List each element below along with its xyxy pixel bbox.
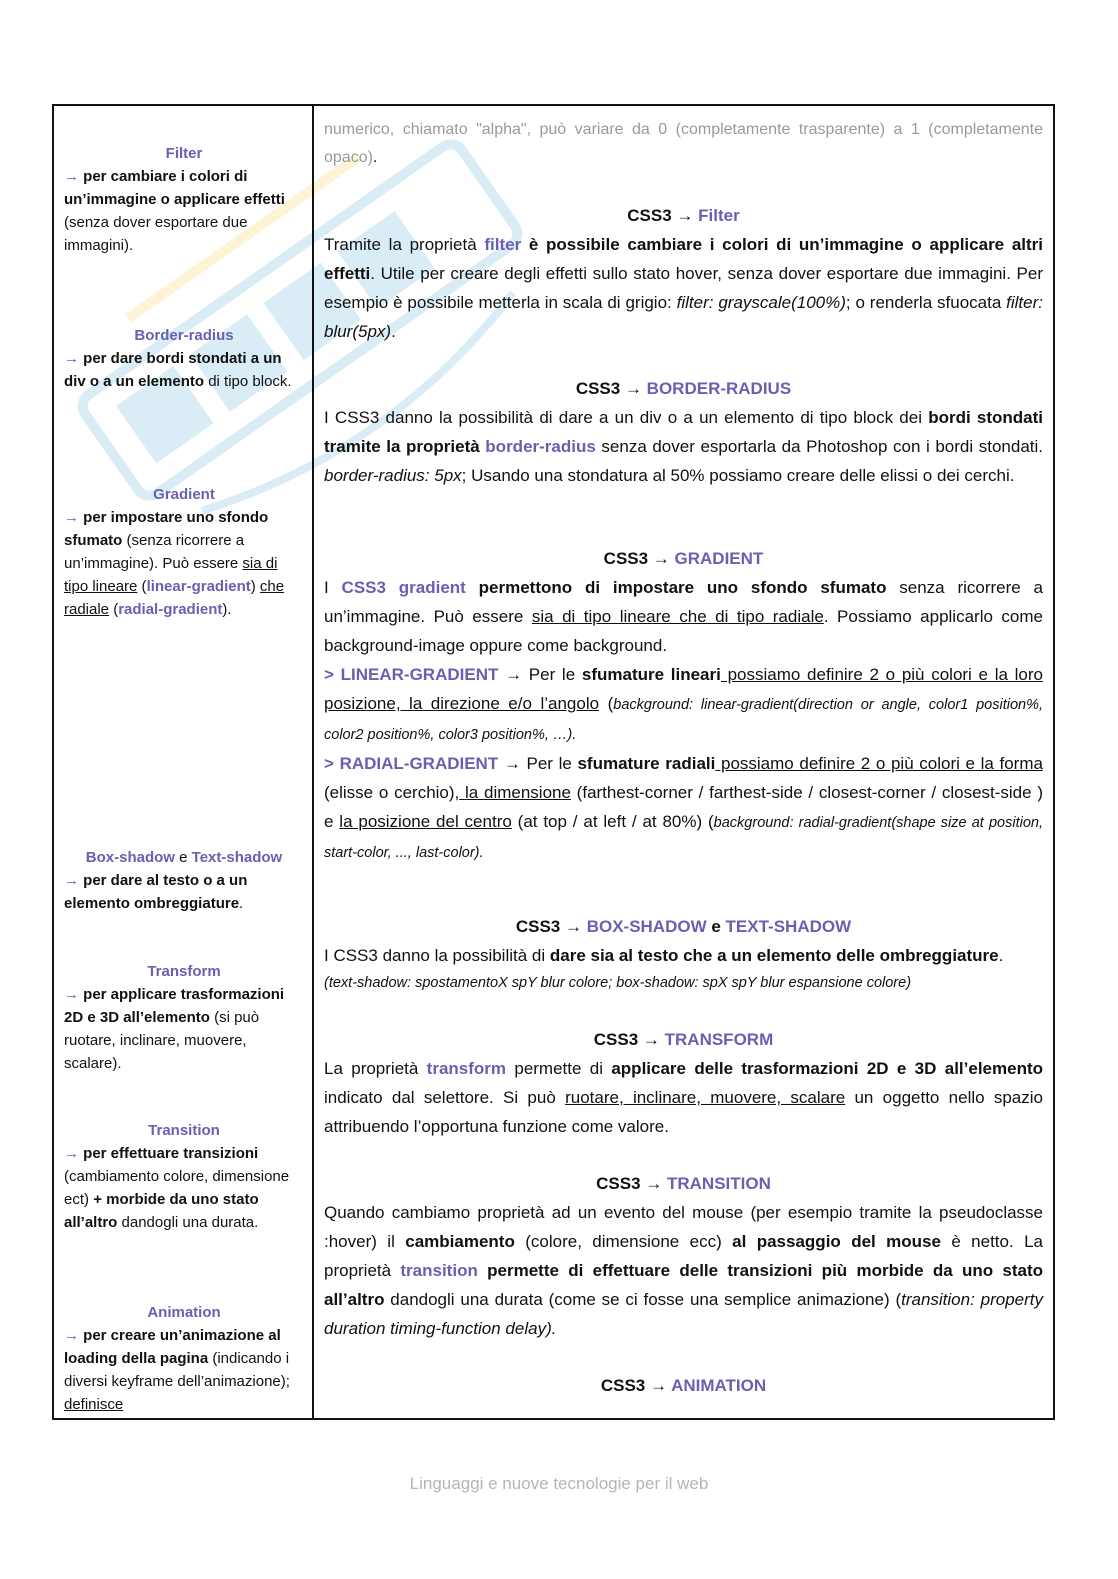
section-transition — [324, 1169, 1043, 1343]
text-run: linear-gradient — [146, 578, 251, 595]
note-gradient — [64, 483, 304, 621]
text-run: senza dover esportarla da Photoshop con i bordi stondati. — [595, 437, 1043, 456]
text-run: per effettuare transizioni — [83, 1145, 259, 1162]
text-run: I CSS3 danno la possibilità di dare a un div o a un elemento di tipo block dei — [324, 408, 929, 427]
text-run: per dare bordi stondati a un div o a un elemento — [64, 350, 282, 390]
note-title: Transition — [148, 1122, 220, 1139]
text-run: + morbide da uno stato all’altro — [64, 1191, 259, 1231]
text-run: numerico, chiamato "alpha", può variare da 0 (completamente trasparente) a 1 (completamente opaco) — [324, 121, 1043, 166]
note-shadow — [64, 846, 304, 915]
text-run: → — [64, 872, 79, 889]
section-heading — [324, 1169, 1043, 1198]
text-run: dandogli una durata. — [117, 1214, 259, 1231]
text-run: > LINEAR-GRADIENT — [324, 665, 499, 684]
text-run: ) — [250, 578, 260, 595]
notes-table — [52, 104, 1055, 1420]
text-run: permette di effettuare delle transizioni più morbide da uno stato all’altro — [324, 1261, 1043, 1309]
text-run: CSS3 → — [600, 1376, 672, 1395]
text-run: → — [64, 509, 79, 526]
text-run: (colore, dimensione ecc) — [514, 1232, 733, 1251]
text-run: senza ricorrere a un’immagine. Può essere — [324, 578, 1043, 626]
text-run: cambiamento — [405, 1232, 515, 1251]
text-run: filter: blur(5px) — [324, 293, 1043, 341]
text-run: → Per le — [498, 665, 582, 684]
text-run: definisce — [64, 1396, 124, 1413]
page-footer: Linguaggi e nuove tecnologie per il web — [409, 1474, 709, 1493]
section-heading — [324, 544, 1043, 573]
intro-paragraph — [324, 116, 1043, 172]
text-run: è netto. La proprietà — [324, 1232, 1044, 1280]
text-run: ( — [137, 578, 147, 595]
text-run: applicare delle trasformazioni 2D e 3D all’elemento — [611, 1059, 1043, 1078]
text-run: I — [324, 578, 342, 597]
text-run: bordi stondati tramite la proprietà — [324, 408, 1043, 456]
section-heading — [324, 374, 1043, 403]
text-run: CSS3 → — [593, 1030, 665, 1049]
text-run: → — [64, 1145, 79, 1162]
text-run: dandogli una durata (come se ci fosse una semplice animazione) ( — [384, 1290, 902, 1309]
text-run: la dimensione — [459, 783, 571, 802]
text-run: sfumature radiali — [577, 754, 716, 773]
section-shadow — [324, 912, 1043, 997]
text-run: → Per le — [498, 754, 578, 773]
text-run: La proprietà — [324, 1059, 427, 1078]
text-run: BOX-SHADOW — [586, 917, 707, 936]
text-run: possiamo definire 2 o più colori e la loro posizione, la direzione e/o l’angolo — [324, 665, 1043, 713]
note-transform — [64, 960, 304, 1075]
text-run: la posizione del centro — [339, 812, 512, 831]
text-run: per applicare trasformazioni 2D e 3D all’elemento — [64, 986, 285, 1026]
text-run: sia di tipo lineare — [64, 555, 278, 595]
section-heading — [324, 201, 1043, 230]
text-run: per creare un’animazione al loading della pagina — [64, 1327, 281, 1367]
text-run: un oggetto nello spazio attribuendo l’opportuna funzione come valore. — [324, 1088, 1043, 1136]
text-run: CSS3 → — [515, 917, 587, 936]
text-run: → — [64, 168, 79, 185]
text-run: ; Usando una stondatura al 50% possiamo creare delle elissi o dei cerchi. — [461, 466, 1015, 485]
text-run: dare sia al testo che a un elemento delle ombreggiature — [549, 946, 999, 965]
text-run: ANIMATION — [671, 1376, 767, 1395]
note-title: Gradient — [153, 486, 215, 503]
right-column — [314, 106, 1053, 1418]
text-run: CSS3 → — [627, 206, 699, 225]
text-run: . Possiamo applicarlo come background-image oppure come background. — [324, 607, 1043, 655]
text-run: . — [239, 895, 244, 912]
text-run: TRANSFORM — [664, 1030, 774, 1049]
text-run: filter — [484, 235, 522, 254]
section-heading — [324, 1025, 1043, 1054]
text-run: > RADIAL-GRADIENT — [324, 754, 499, 773]
text-run: per cambiare i colori di un’immagine o applicare effetti — [64, 168, 285, 208]
note-title — [64, 846, 304, 869]
text-run: che radiale — [64, 578, 285, 618]
text-run: sia di tipo lineare che di tipo radiale — [531, 607, 824, 626]
text-run: ; o renderla sfuocata — [845, 293, 1007, 312]
text-run: ). — [222, 601, 232, 618]
text-run: CSS3 → — [603, 549, 675, 568]
text-run: transform — [426, 1059, 507, 1078]
text-run: permettono di impostare uno sfondo sfumato — [465, 578, 887, 597]
text-run: Quando cambiamo proprietà ad un evento del mouse (per esempio tramite la pseudoclasse :hover) il — [324, 1203, 1043, 1251]
text-run: background: linear-gradient(direction or angle, color1 position%, color2 position%, color3 position%, …). — [324, 697, 1044, 743]
text-run: permette di — [506, 1059, 612, 1078]
text-run: per dare al testo o a un elemento ombreggiature — [64, 872, 248, 912]
text-run: (at top / at left / at 80%) ( — [511, 812, 714, 831]
text-run: di tipo block. — [204, 373, 292, 390]
text-run: border-radius — [485, 437, 596, 456]
text-run: . — [391, 322, 396, 341]
text-run: transition: property duration timing-function delay). — [324, 1290, 1043, 1338]
text-run: Tramite la proprietà — [324, 235, 485, 254]
text-run: TRANSITION — [666, 1174, 771, 1193]
text-run: al passaggio del mouse — [732, 1232, 941, 1251]
text-run: (si può ruotare, inclinare, muovere, scalare). — [64, 1009, 260, 1072]
section-gradient — [324, 544, 1043, 867]
text-run: Text-shadow — [191, 849, 283, 866]
text-run: e — [174, 849, 192, 866]
text-run: background: radial-gradient(shape size at position, start-color, ..., last-color). — [324, 815, 1043, 861]
note-title: Filter — [165, 145, 203, 162]
text-run: . — [998, 946, 1004, 965]
section-transform — [324, 1025, 1043, 1141]
section-heading — [324, 1371, 1043, 1400]
text-run: CSS3 → — [575, 379, 647, 398]
text-run: ruotare, inclinare, muovere, scalare — [565, 1088, 846, 1107]
section-border-radius — [324, 374, 1043, 490]
text-run: TEXT-SHADOW — [725, 917, 852, 936]
text-run: ( — [599, 694, 614, 713]
text-run: (senza dover esportare due immagini). — [64, 214, 248, 254]
note-title: Animation — [147, 1304, 221, 1321]
section-filter — [324, 201, 1043, 346]
text-run: sfumature lineari — [581, 665, 721, 684]
section-animation — [324, 1371, 1043, 1400]
text-run: . Utile per creare degli effetti sullo stato hover, senza dover esportare due immagini. Per esempio è possibile metterla in scala di grigio: — [324, 264, 1043, 312]
text-run: GRADIENT — [674, 549, 764, 568]
text-run: filter: grayscale(100%) — [676, 293, 846, 312]
text-run: ( — [109, 601, 119, 618]
left-column — [54, 106, 314, 1418]
text-run: è possibile cambiare i colori di un’immagine o applicare altri effetti — [324, 235, 1043, 283]
text-run: per impostare uno sfondo sfumato — [64, 509, 269, 549]
text-run: indicato dal selettore. Si può — [324, 1088, 566, 1107]
note-filter — [64, 142, 304, 257]
text-run: transition — [400, 1261, 478, 1280]
note-border-radius — [64, 324, 304, 393]
section-heading — [324, 912, 1043, 941]
text-run: . — [372, 149, 378, 166]
text-run: border-radius: 5px — [324, 466, 462, 485]
text-run: → — [64, 986, 79, 1003]
text-run: (farthest-corner / farthest-side / closest-corner / closest-side ) e — [324, 783, 1043, 831]
text-run: CSS3 → — [596, 1174, 667, 1193]
note-title: Border-radius — [134, 327, 234, 344]
text-run: possiamo definire 2 o più colori e la forma — [715, 754, 1043, 773]
text-run: I CSS3 danno la possibilità di — [324, 946, 550, 965]
note-title: Transform — [147, 963, 221, 980]
text-run: Box-shadow — [85, 849, 175, 866]
text-run: → — [64, 350, 79, 367]
text-run: → — [64, 1327, 79, 1344]
text-run: e — [706, 917, 726, 936]
text-run: CSS3 gradient — [341, 578, 466, 597]
note-transition — [64, 1119, 304, 1234]
text-run: (elisse o cerchio), — [324, 783, 460, 802]
note-animation — [64, 1301, 304, 1416]
text-run: Filter — [698, 206, 740, 225]
shadow-example: (text-shadow: spostamentoX spY blur colore; box-shadow: spX spY blur espansione colore) — [324, 975, 912, 991]
text-run: (indicando i diversi keyframe dell’animazione); — [64, 1350, 290, 1390]
text-run: BORDER-RADIUS — [646, 379, 792, 398]
text-run: (senza ricorrere a un’immagine). Può essere — [64, 532, 245, 572]
text-run: radial-gradient — [118, 601, 223, 618]
text-run: (cambiamento colore, dimensione ect) — [64, 1168, 290, 1208]
